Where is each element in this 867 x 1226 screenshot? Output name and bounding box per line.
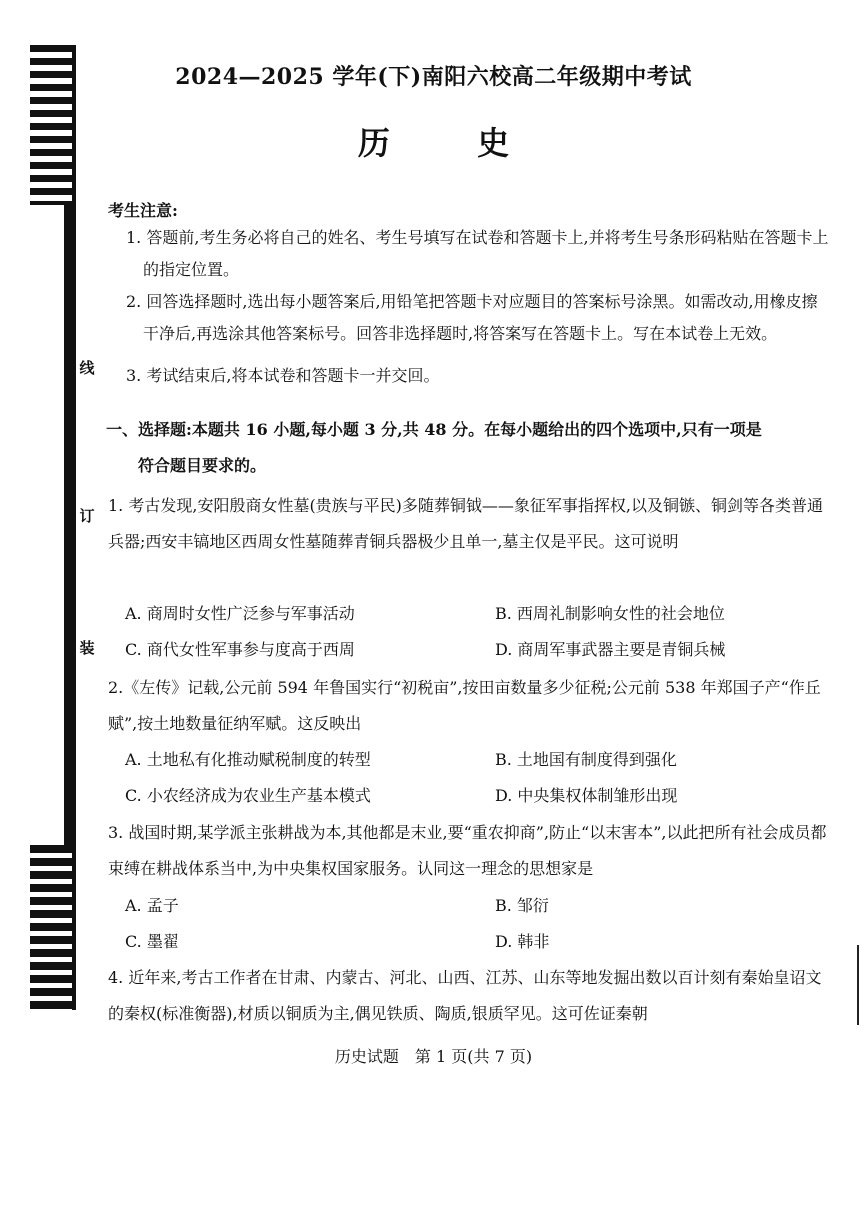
question-3-option-b: B. 邹衍 — [495, 896, 549, 915]
binding-strip — [30, 45, 95, 1010]
notice-item-3: 3. 考试结束后,将本试卷和答题卡一并交回。 — [126, 366, 440, 385]
section-heading — [108, 412, 833, 484]
binding-line — [64, 205, 72, 845]
binding-label-line: 线 — [79, 359, 95, 377]
section-heading-line2: 符合题目要求的。 — [138, 456, 267, 475]
right-edge-mark — [857, 945, 859, 1025]
question-2-option-a: A. 土地私有化推动赋税制度的转型 — [125, 750, 371, 769]
question-1-stem: 1. 考古发现,安阳殷商女性墓(贵族与平民)多随葬铜钺——象征军事指挥权,以及铜镞、铜剑等各类普通兵器;西安丰镐地区西周女性墓随葬青铜兵器极少且单一,墓主仅是平民。这可说明 — [108, 496, 824, 551]
notice-item-1: 1. 答题前,考生务必将自己的姓名、考生号填写在试卷和答题卡上,并将考生号条形码粘贴在答题卡上的指定位置。 — [126, 228, 829, 279]
question-2-stem: 2.《左传》记载,公元前 594 年鲁国实行“初税亩”,按田亩数量多少征税;公元前 538 年郑国子产“作丘赋”,按土地数量征纳军赋。这反映出 — [108, 678, 821, 733]
question-3-option-a: A. 孟子 — [125, 896, 179, 915]
question-3-option-d: D. 韩非 — [495, 932, 550, 951]
question-3-stem: 3. 战国时期,某学派主张耕战为本,其他都是末业,要“重农抑商”,防止“以末害本”,以此把所有社会成员都束缚在耕战体系当中,为中央集权国家服务。认同这一理念的思想家是 — [108, 823, 827, 878]
question-2-option-b: B. 土地国有制度得到强化 — [495, 750, 677, 769]
notice-heading: 考生注意: — [108, 201, 178, 220]
section-heading-line1: 一、选择题:本题共 16 小题,每小题 3 分,共 48 分。在每小题给出的四个选项中,只有一项是 — [106, 420, 762, 439]
exam-title: 2024—2025 学年(下)南阳六校高二年级期中考试 — [175, 64, 692, 90]
question-1-option-a: A. 商周时女性广泛参与军事活动 — [125, 604, 355, 623]
subject-title: 历 史 — [357, 124, 548, 162]
question-3-option-c: C. 墨翟 — [125, 932, 179, 951]
question-4-stem: 4. 近年来,考古工作者在甘肃、内蒙古、河北、山西、江苏、山东等地发掘出数以百计刻有秦始皇诏文的秦权(标准衡器),材质以铜质为主,偶见铁质、陶质,银质罕见。这可佐证秦朝 — [108, 968, 822, 1023]
notice-item-2: 2. 回答选择题时,选出每小题答案后,用铅笔把答题卡对应题目的答案标号涂黑。如需改动,用橡皮擦干净后,再选涂其他答案标号。回答非选择题时,将答案写在答题卡上。写在本试卷上无效。 — [126, 292, 818, 343]
question-2-option-c: C. 小农经济成为农业生产基本模式 — [125, 786, 371, 805]
binding-label-bind: 装 — [79, 639, 95, 657]
question-2-option-d: D. 中央集权体制雏形出现 — [495, 786, 678, 805]
page-footer: 历史试题 第 1 页(共 7 页) — [334, 1047, 533, 1066]
binding-stripes-bottom — [30, 845, 72, 1010]
question-1-option-b: B. 西周礼制影响女性的社会地位 — [495, 604, 725, 623]
question-1-option-c: C. 商代女性军事参与度高于西周 — [125, 640, 355, 659]
binding-label-staple: 订 — [79, 507, 95, 525]
question-1-option-d: D. 商周军事武器主要是青铜兵械 — [495, 640, 726, 659]
